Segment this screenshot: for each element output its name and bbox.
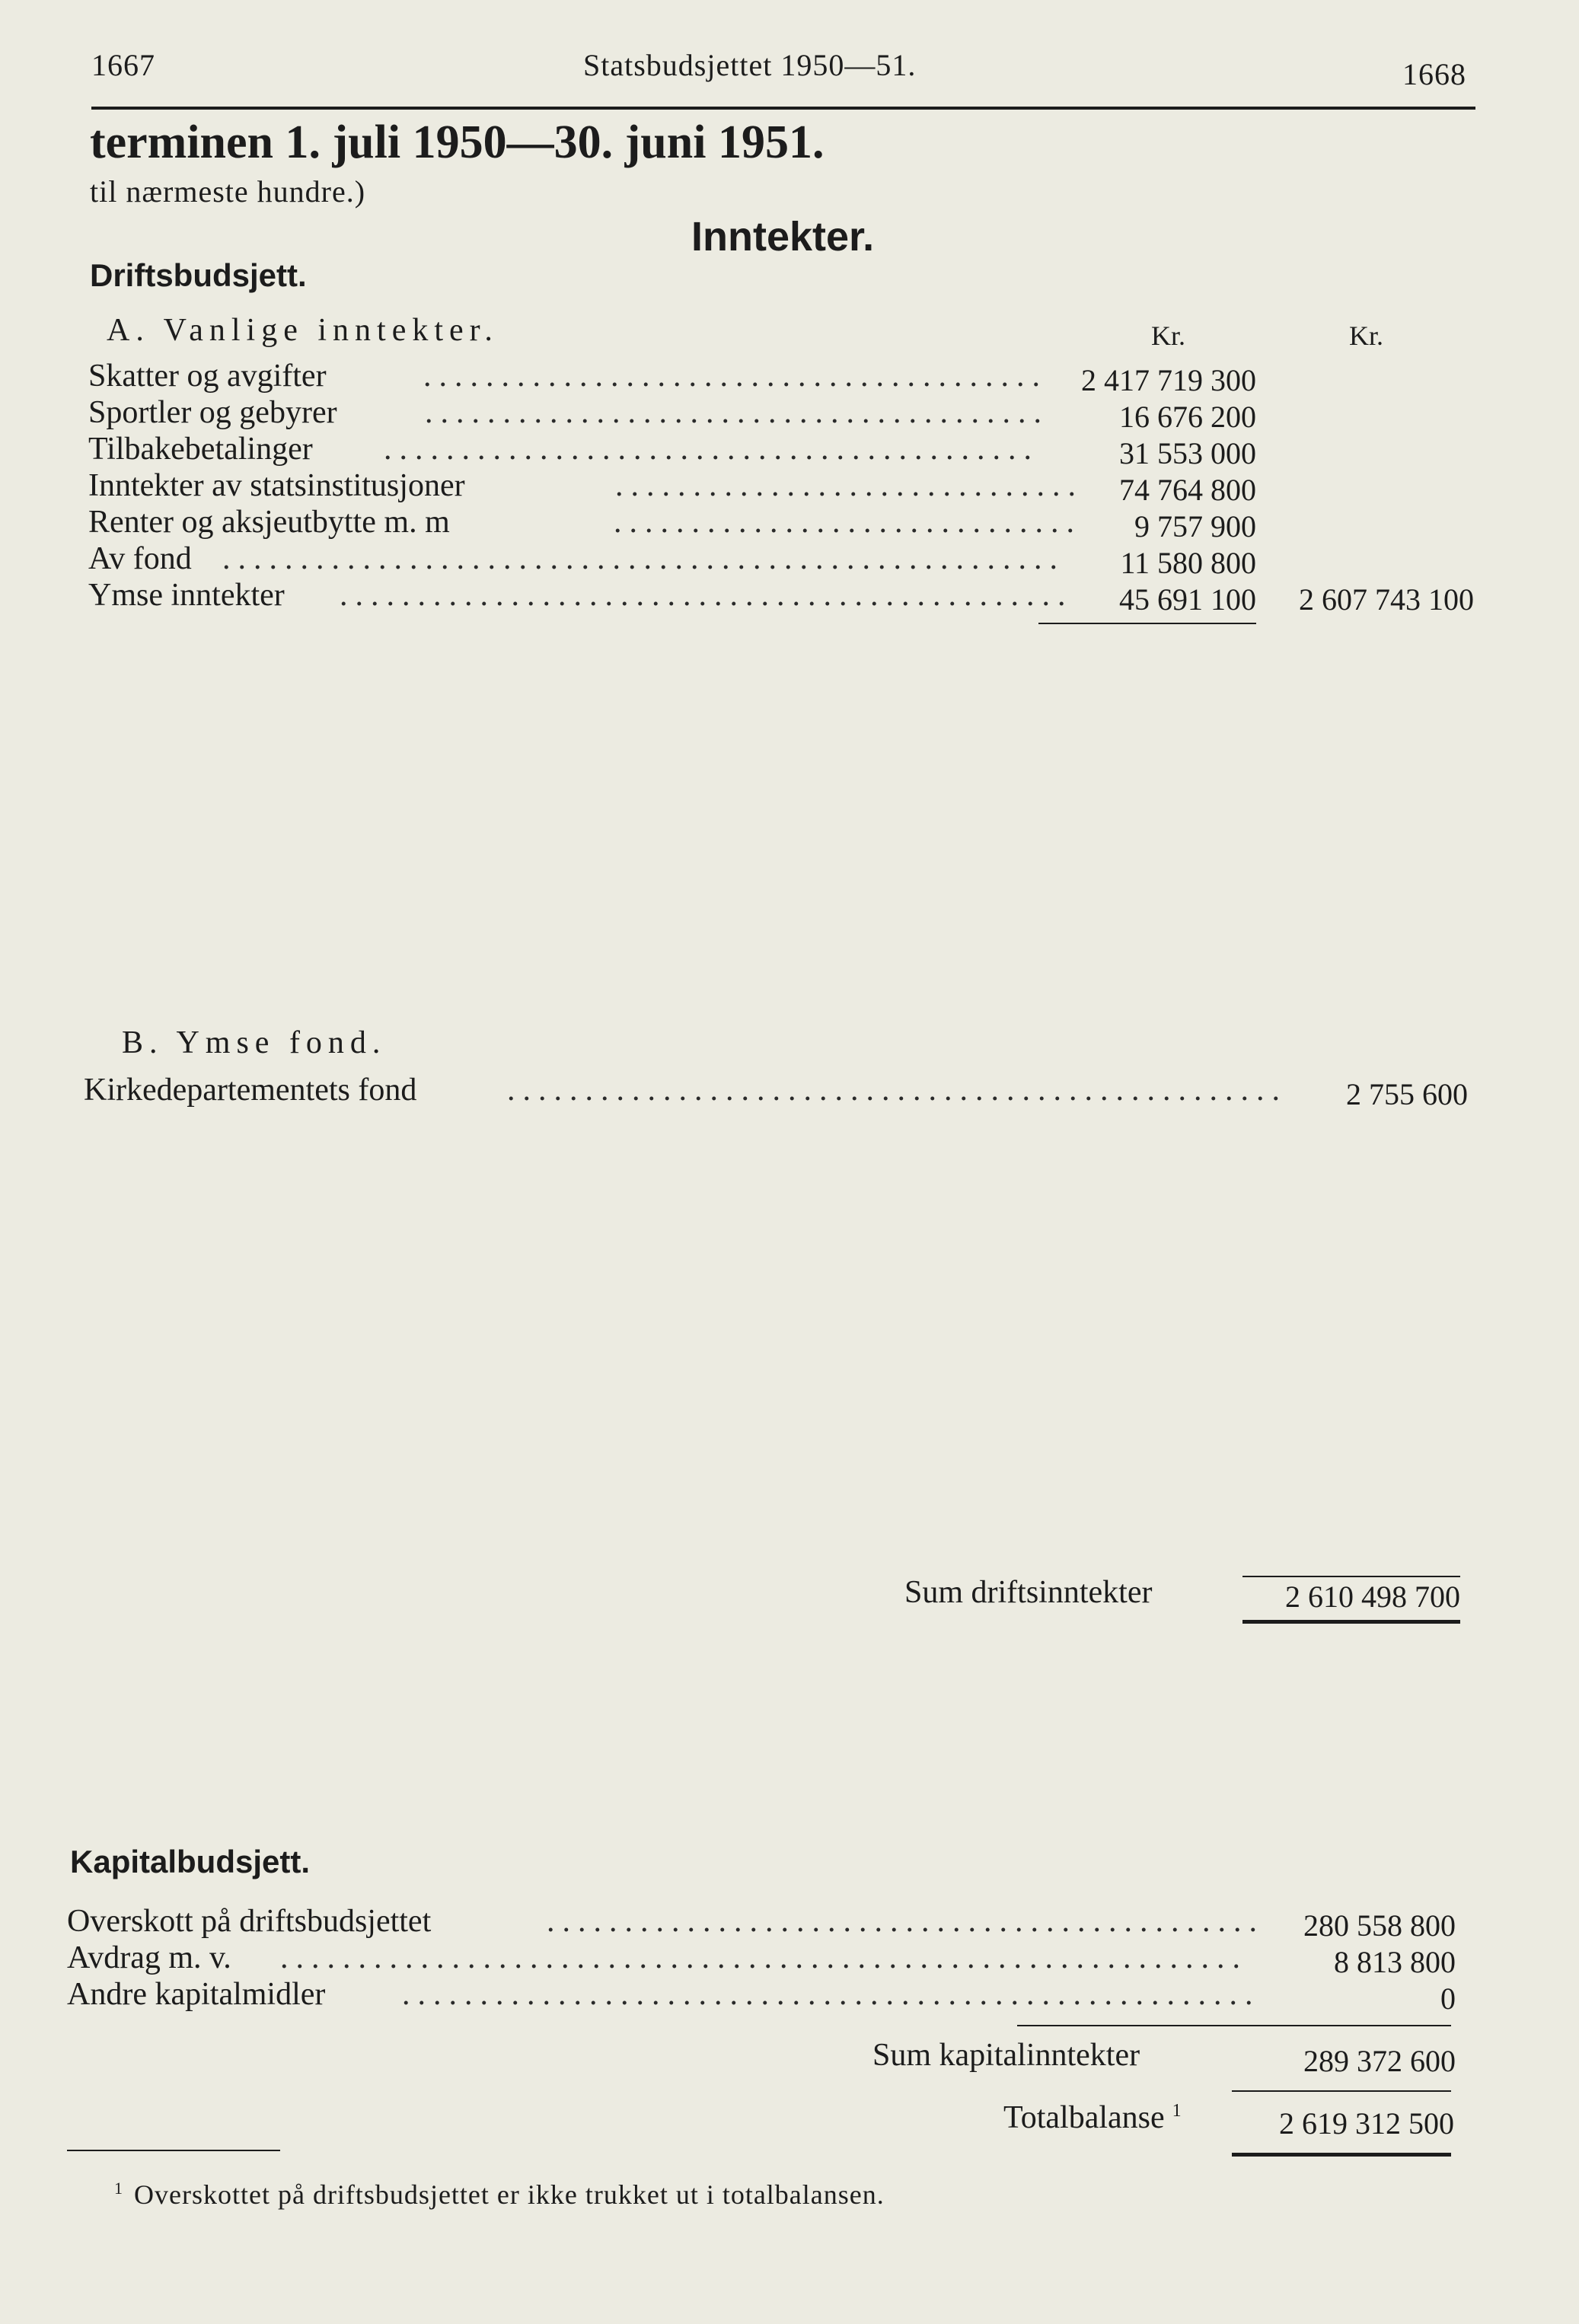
leader-dots: .............................. (615, 468, 1083, 503)
totalbalanse-value: 2 619 312 500 (1279, 2106, 1454, 2141)
subtitle: til nærmeste hundre.) (90, 174, 366, 209)
kapital-sum-rule (1017, 2025, 1451, 2026)
section-b-label: B. Ymse fond. (122, 1025, 387, 1060)
header-rule (91, 107, 1475, 110)
item-label: Skatter og avgifter (88, 359, 327, 394)
leader-dots: ............................................... (340, 578, 1073, 613)
item-label: Ymse inntekter (88, 578, 285, 613)
leader-dots: ...................................................... (222, 541, 1065, 576)
sum-double-rule (1242, 1620, 1460, 1624)
item-amount: 0 (1440, 1981, 1456, 2016)
footnote-marker: 1 (1172, 2101, 1182, 2121)
list-item (88, 358, 1256, 397)
leader-dots: .............................. (614, 505, 1082, 540)
total-top-rule (1232, 2090, 1451, 2092)
page-number-left: 1667 (91, 48, 155, 82)
item-amount: 2 417 719 300 (1081, 363, 1256, 397)
item-amount: 31 553 000 (1119, 436, 1256, 470)
item-amount: 74 764 800 (1119, 473, 1256, 507)
item-amount: 280 558 800 (1303, 1908, 1456, 1943)
list-item (88, 540, 1256, 580)
leader-dots: .................................................. (507, 1073, 1287, 1108)
list-item (88, 467, 1256, 507)
item-amount: 2 755 600 (1346, 1077, 1468, 1111)
item-amount: 11 580 800 (1120, 546, 1256, 580)
inntekter-heading: Inntekter. (691, 214, 875, 260)
page-number-right: 1668 (1402, 57, 1466, 91)
item-amount: 45 691 100 (1119, 582, 1256, 617)
subtotal-rule (1038, 623, 1256, 624)
list-item (88, 577, 1256, 617)
sum-kapitalinntekter-value: 289 372 600 (1303, 2044, 1456, 2078)
footnote (114, 2179, 885, 2211)
sum-top-rule (1242, 1576, 1460, 1577)
item-label: Renter og aksjeutbytte m. m (88, 505, 450, 540)
total-double-rule (1232, 2153, 1451, 2157)
section-a-total: 2 607 743 100 (1299, 582, 1474, 617)
item-label: Avdrag m. v. (67, 1940, 231, 1975)
page-title: terminen 1. juli 1950—30. juni 1951. (90, 116, 825, 168)
driftsbudsjett-heading: Driftsbudsjett. (90, 257, 307, 293)
totalbalanse-label: Totalbalanse $^1$ (1003, 2100, 1182, 2135)
leader-dots: .............................................................. (280, 1940, 1248, 1975)
list-item (67, 1940, 1456, 1979)
sum-kapitalinntekter-label: Sum kapitalinntekter (872, 2038, 1140, 2073)
item-label: Kirkedepartementets fond (84, 1073, 417, 1108)
item-label: Tilbakebetalinger (88, 432, 313, 467)
running-header: Statsbudsjettet 1950—51. (583, 48, 917, 82)
sum-driftsinntekter-label: Sum driftsinntekter (904, 1575, 1153, 1610)
leader-dots: ........................................ (425, 395, 1049, 430)
item-label: Sportler og gebyrer (88, 395, 337, 430)
item-amount: 8 813 800 (1334, 1945, 1456, 1979)
footnote-number: 1 (114, 2179, 123, 2198)
list-item (88, 394, 1256, 434)
item-amount: 16 676 200 (1119, 400, 1256, 434)
list-item (84, 1072, 1468, 1111)
kapitalbudsjett-heading: Kapitalbudsjett. (70, 1844, 311, 1879)
footnote-rule (67, 2150, 280, 2151)
leader-dots: .............................................. (547, 1904, 1265, 1939)
column-unit-2: Kr. (1349, 320, 1383, 351)
leader-dots: ........................................ (423, 359, 1048, 394)
item-label: Overskott på driftsbudsjettet (67, 1904, 432, 1939)
leader-dots: .......................................... (384, 432, 1039, 467)
item-amount: 9 757 900 (1134, 509, 1256, 544)
list-item (67, 1903, 1456, 1943)
column-unit-1: Kr. (1151, 320, 1185, 351)
sum-driftsinntekter-value: 2 610 498 700 (1285, 1580, 1460, 1614)
list-item (67, 1976, 1456, 2016)
item-label: Inntekter av statsinstitusjoner (88, 468, 465, 503)
list-item (88, 504, 1256, 544)
section-a-label: A. Vanlige inntekter. (107, 313, 499, 348)
item-label: Av fond (88, 541, 192, 576)
item-label: Andre kapitalmidler (67, 1977, 326, 2012)
leader-dots: ....................................................... (402, 1977, 1261, 2012)
footnote-text: Overskottet på driftsbudsjettet er ikke trukket ut i totalbalansen. (134, 2179, 885, 2210)
list-item (88, 431, 1256, 470)
